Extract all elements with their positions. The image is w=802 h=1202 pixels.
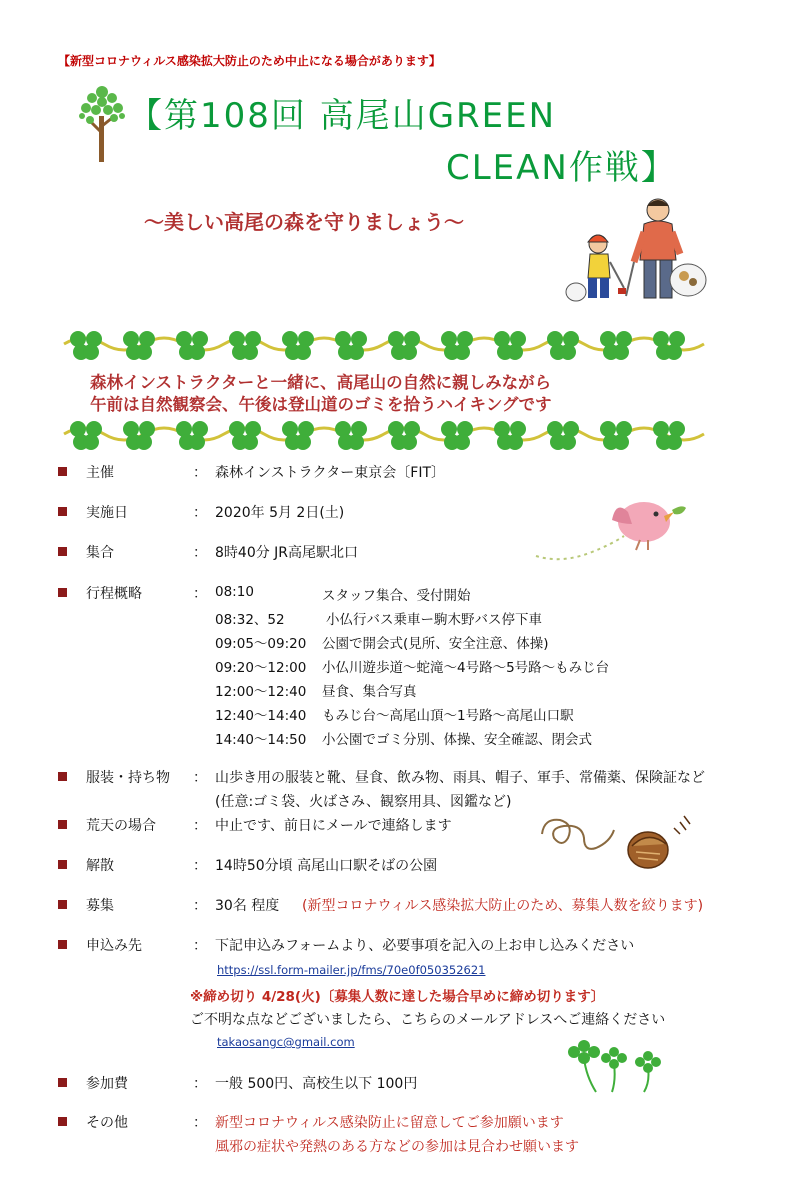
organizer-value: 森林インストラクター東京会〔FIT〕 — [215, 465, 446, 481]
schedule-time: 09:05～09:20 — [215, 636, 307, 652]
bullet-square-icon — [58, 772, 67, 781]
schedule-desc: スタッフ集合、受付開始 — [322, 588, 471, 604]
other-label: その他 — [86, 1115, 128, 1131]
schedule-time: 12:00～12:40 — [215, 684, 307, 700]
event-title-line1: 【第108回 高尾山GREEN — [128, 96, 557, 136]
contact-email-link[interactable]: takaosangc@gmail.com — [217, 1035, 355, 1049]
colon: ： — [193, 770, 207, 786]
colon: ： — [193, 1115, 207, 1131]
schedule-desc: 小公園でゴミ分別、体操、安全確認、閉会式 — [322, 732, 592, 748]
bullet-square-icon — [58, 588, 67, 597]
colon: ： — [193, 898, 207, 914]
colon: ： — [193, 818, 207, 834]
apply-label: 申込み先 — [86, 938, 142, 954]
date-label: 実施日 — [86, 505, 128, 521]
bullet-square-icon — [58, 507, 67, 516]
schedule-desc: 公園で開会式(見所、安全注意、体操) — [322, 636, 549, 652]
schedule-desc: 小仏行バス乗車ー駒木野バス停下車 — [326, 612, 542, 628]
schedule-desc: 小仏川遊歩道～蛇滝～4号路～5号路～もみじ台 — [322, 660, 610, 676]
schedule-time: 08:32、52 — [215, 612, 285, 628]
fee-row — [0, 1073, 802, 1097]
organizer-row — [0, 462, 802, 486]
event-subtitle: ～美しい高尾の森を守りましょう～ — [144, 210, 464, 234]
clover-vine-top-decoration — [64, 322, 684, 366]
clothing-optional: (任意:ゴミ袋、火ばさみ、観察用具、図鑑など) — [215, 794, 512, 810]
colon: ： — [193, 938, 207, 954]
bullet-square-icon — [58, 860, 67, 869]
bullet-square-icon — [58, 547, 67, 556]
spiral-vine-illustration — [538, 812, 618, 856]
clothing-label: 服装・持ち物 — [86, 770, 170, 786]
other-line-1: 新型コロナウィルス感染防止に留意してご参加願います — [215, 1115, 564, 1131]
clothing-value: 山歩き用の服装と靴、昼食、飲み物、雨具、帽子、軍手、常備薬、保険証など — [215, 770, 705, 786]
schedule-desc: もみじ台～高尾山頂～1号路～高尾山口駅 — [322, 708, 574, 724]
other-row — [0, 1112, 802, 1136]
bullet-square-icon — [58, 1117, 67, 1126]
fee-label: 参加費 — [86, 1076, 128, 1092]
bullet-square-icon — [58, 900, 67, 909]
schedule-label: 行程概略 — [86, 586, 142, 602]
dismissal-value: 14時50分頃 高尾山口駅そばの公園 — [215, 858, 438, 874]
colon: ： — [193, 505, 207, 521]
dismissal-label: 解散 — [86, 858, 114, 874]
recruit-note: (新型コロナウィルス感染拡大防止のため、募集人数を絞ります) — [302, 898, 704, 914]
schedule-time: 09:20～12:00 — [215, 660, 307, 676]
colon: ： — [193, 858, 207, 874]
colon: ： — [193, 545, 207, 561]
event-title-line2: CLEAN作戦】 — [446, 148, 677, 188]
colon: ： — [193, 465, 207, 481]
meeting-row — [0, 542, 802, 566]
application-form-link[interactable]: https://ssl.form-mailer.jp/fms/70e0f050352621 — [217, 963, 486, 977]
organizer-label: 主催 — [86, 465, 114, 481]
colon: ： — [193, 1076, 207, 1092]
clover-vine-bottom-decoration — [64, 412, 684, 456]
intro-line-2: 午前は自然観察会、午後は登山道のゴミを拾うハイキングです — [90, 395, 552, 414]
schedule-time: 12:40～14:40 — [215, 708, 307, 724]
fee-value: 一般 500円、高校生以下 100円 — [215, 1076, 418, 1092]
deadline-notice: ※締め切り 4/28(火)〔募集人数に達した場合早めに締め切ります〕 — [190, 989, 605, 1005]
bullet-square-icon — [58, 1078, 67, 1087]
volunteers-picking-litter-illustration — [566, 192, 716, 312]
recruit-value: 30名 程度 — [215, 898, 280, 914]
clothing-row — [0, 767, 802, 791]
apply-row — [0, 935, 802, 959]
other-line-2: 風邪の症状や発熱のある方などの参加は見合わせ願います — [215, 1139, 579, 1155]
bullet-square-icon — [58, 940, 67, 949]
meeting-value: 8時40分 JR高尾駅北口 — [215, 545, 359, 561]
bullet-square-icon — [58, 820, 67, 829]
schedule-desc: 昼食、集合写真 — [322, 684, 417, 700]
recruit-label: 募集 — [86, 898, 114, 914]
intro-line-1: 森林インストラクターと一緒に、高尾山の自然に親しみながら — [90, 373, 552, 392]
rain-label: 荒天の場合 — [86, 818, 156, 834]
schedule-time: 14:40～14:50 — [215, 732, 307, 748]
schedule-time: 08:10 — [215, 584, 254, 600]
rain-value: 中止です、前日にメールで連絡します — [215, 818, 452, 834]
dismissal-row — [0, 855, 802, 879]
apply-value: 下記申込みフォームより、必要事項を記入の上お申し込みください — [215, 938, 635, 954]
cancellation-notice: 【新型コロナウィルス感染拡大防止のため中止になる場合があります】 — [58, 54, 441, 68]
contact-text: ご不明な点などございましたら、こちらのメールアドレスへご連絡ください — [190, 1012, 666, 1028]
bullet-square-icon — [58, 467, 67, 476]
date-value: 2020年 5月 2日(土) — [215, 505, 345, 521]
colon: ： — [193, 586, 207, 602]
meeting-label: 集合 — [86, 545, 114, 561]
tree-icon — [74, 82, 130, 164]
